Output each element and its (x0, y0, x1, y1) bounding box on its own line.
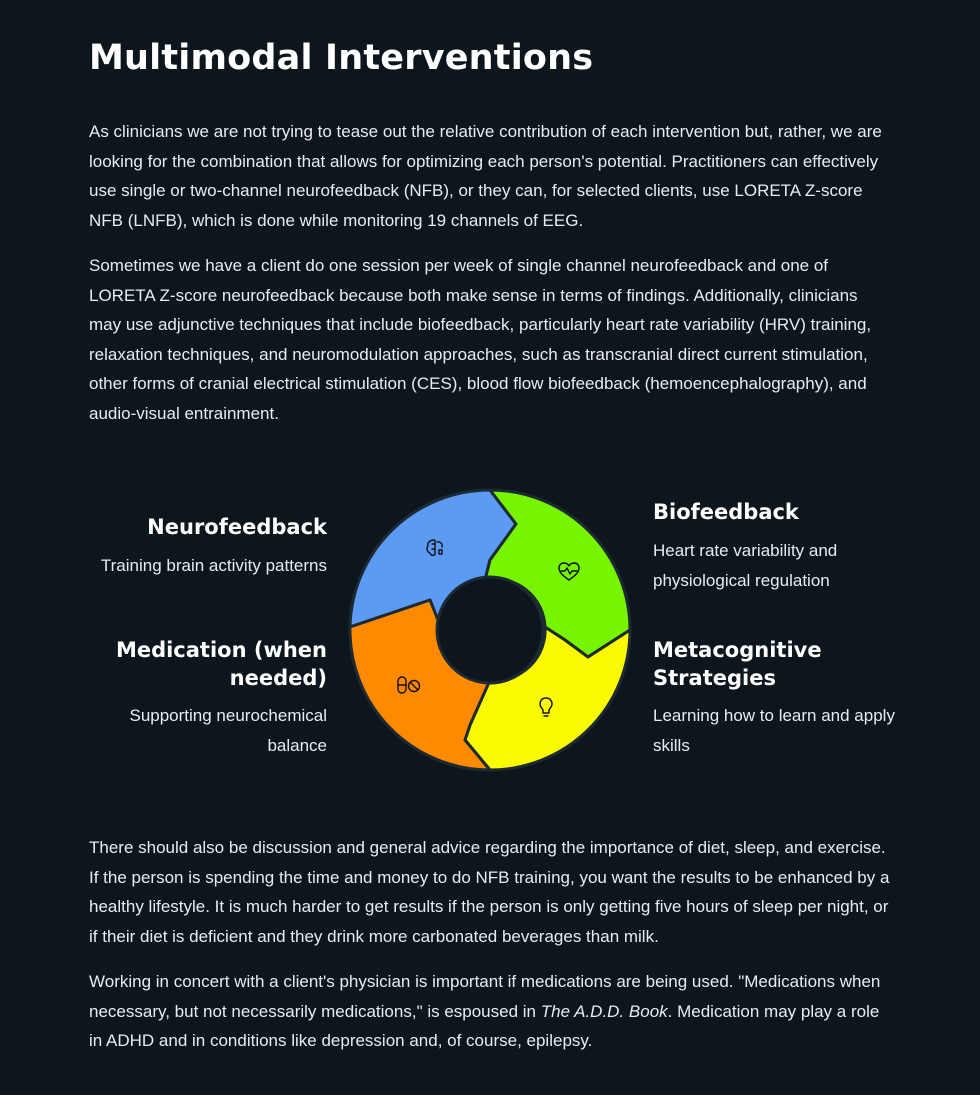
medication-description: Supporting neurochemical balance (129, 706, 327, 755)
intro-paragraph: As clinicians we are not trying to tease out the relative contribution of each intervention but, rather, we are looking for the combination that allows for optimizing each person's potential. Practitioners can effectively use single or two-channel neurofeedback (NFB), or they can, for selected clients, use LORETA Z-score NFB (LNFB), which is done while monitoring 19 channels of EEG. (89, 122, 882, 230)
page-title: Multimodal Interventions (89, 38, 594, 78)
biofeedback-title: Biofeedback (653, 500, 799, 524)
metacognitive-description: Learning how to learn and apply skills (653, 706, 895, 755)
book-title: The A.D.D. Book (540, 1001, 668, 1021)
neurofeedback-title: Neurofeedback (147, 515, 327, 539)
medication-paragraph-start: Working in concert with a client's physician is important if medications are being used. "Medications when necessary, but not necessarily medications," is espoused in (89, 972, 881, 1021)
biofeedback-description: Heart rate variability and physiological regulation (653, 541, 838, 590)
medication-paragraph-end: . Medication may play a role in ADHD and in conditions like depression and, of course, epilepsy. (89, 1001, 880, 1050)
neurofeedback-description: Training brain activity patterns (100, 556, 327, 575)
cycle-center (437, 577, 543, 683)
metacognitive-title: Metacognitive Strategies (653, 638, 822, 690)
adjunctive-paragraph: Sometimes we have a client do one session per week of single channel neurofeedback and one of LORETA Z-score neurofeedback because both make sense in terms of findings. Additionally, clinicians may use adjunctive techniques that include biofeedback, particularly heart rate variability (HRV) training, relaxation techniques, and neuromodulation approaches, such as transcranial direct current stimulation, other forms of cranial electrical stimulation (CES), blood flow biofeedback (hemoencephalography), and audio-visual entrainment. (89, 256, 872, 423)
cycle-svg (340, 480, 640, 780)
lifestyle-paragraph: There should also be discussion and general advice regarding the importance of diet, sleep, and exercise. If the person is spending the time and money to do NFB training, you want the results to be enhanced by a healthy lifestyle. It is much harder to get results if the person is only getting five hours of sleep per night, or if their diet is deficient and they drink more carbonated beverages than milk. (89, 838, 890, 946)
medication-paragraph (89, 967, 894, 1056)
intervention-cycle-diagram (340, 480, 640, 780)
medication-title: Medication (when needed) (115, 638, 327, 690)
